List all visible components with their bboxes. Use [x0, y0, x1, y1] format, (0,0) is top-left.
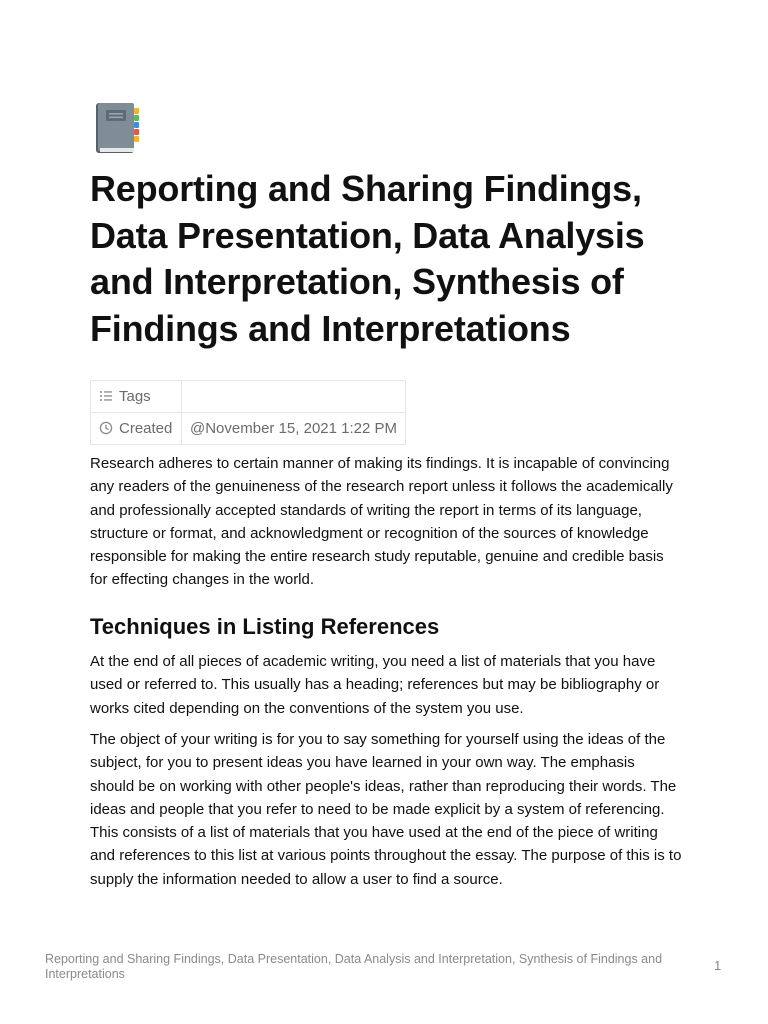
list-icon	[99, 389, 113, 403]
section-heading: Techniques in Listing References	[90, 614, 440, 639]
clock-icon	[99, 421, 113, 435]
property-value-created[interactable]: @November 15, 2021 1:22 PM	[182, 413, 406, 445]
notebook-icon	[94, 100, 142, 156]
intro-paragraph: Research adheres to certain manner of making its findings. It is incapable of convincing any readers of the genuineness of the research report unless it follows the academically and professionally accepted standards of writing the report in terms of its language, structure or format, and acknowledgment or recognition of the sources of knowledge responsible for making the entire research study reputable, genuine and credible basis for effecting changes in the world.	[90, 455, 673, 589]
page-title: Reporting and Sharing Findings, Data Presentation, Data Analysis and Interpretation, Synthesis of Findings and Interpretations	[90, 168, 645, 349]
body-paragraph: The object of your writing is for you to say something for yourself using the ideas of the subject, for you to present ideas you have learned in your own way. The emphasis should be on working with other people's ideas, rather than reproducing their words. The ideas and people that you refer to need to be made explicit by a system of referencing. This consists of a list of materials that you have used at the end of the piece of writing and references to this list at various points throughout the essay. The purpose of this is to supply the information needed to allow a user to find a source.	[90, 731, 682, 888]
property-label: Created	[119, 420, 173, 437]
property-label: Tags	[119, 388, 151, 405]
footer-title: Reporting and Sharing Findings, Data Presentation, Data Analysis and Interpretation, Synthesis of Findings and Interpretations	[45, 952, 663, 981]
property-row-created[interactable]	[91, 413, 406, 445]
properties-table	[90, 380, 406, 445]
property-row-tags[interactable]	[91, 381, 406, 413]
property-value-tags[interactable]	[182, 381, 406, 413]
property-key-created	[91, 413, 182, 445]
property-key-tags	[91, 381, 182, 413]
page-number: 1	[714, 958, 722, 973]
body-paragraph: At the end of all pieces of academic writing, you need a list of materials that you have used or referred to. This usually has a heading; references but may be bibliography or works cited depending on the conventions of the system you use.	[90, 653, 660, 717]
